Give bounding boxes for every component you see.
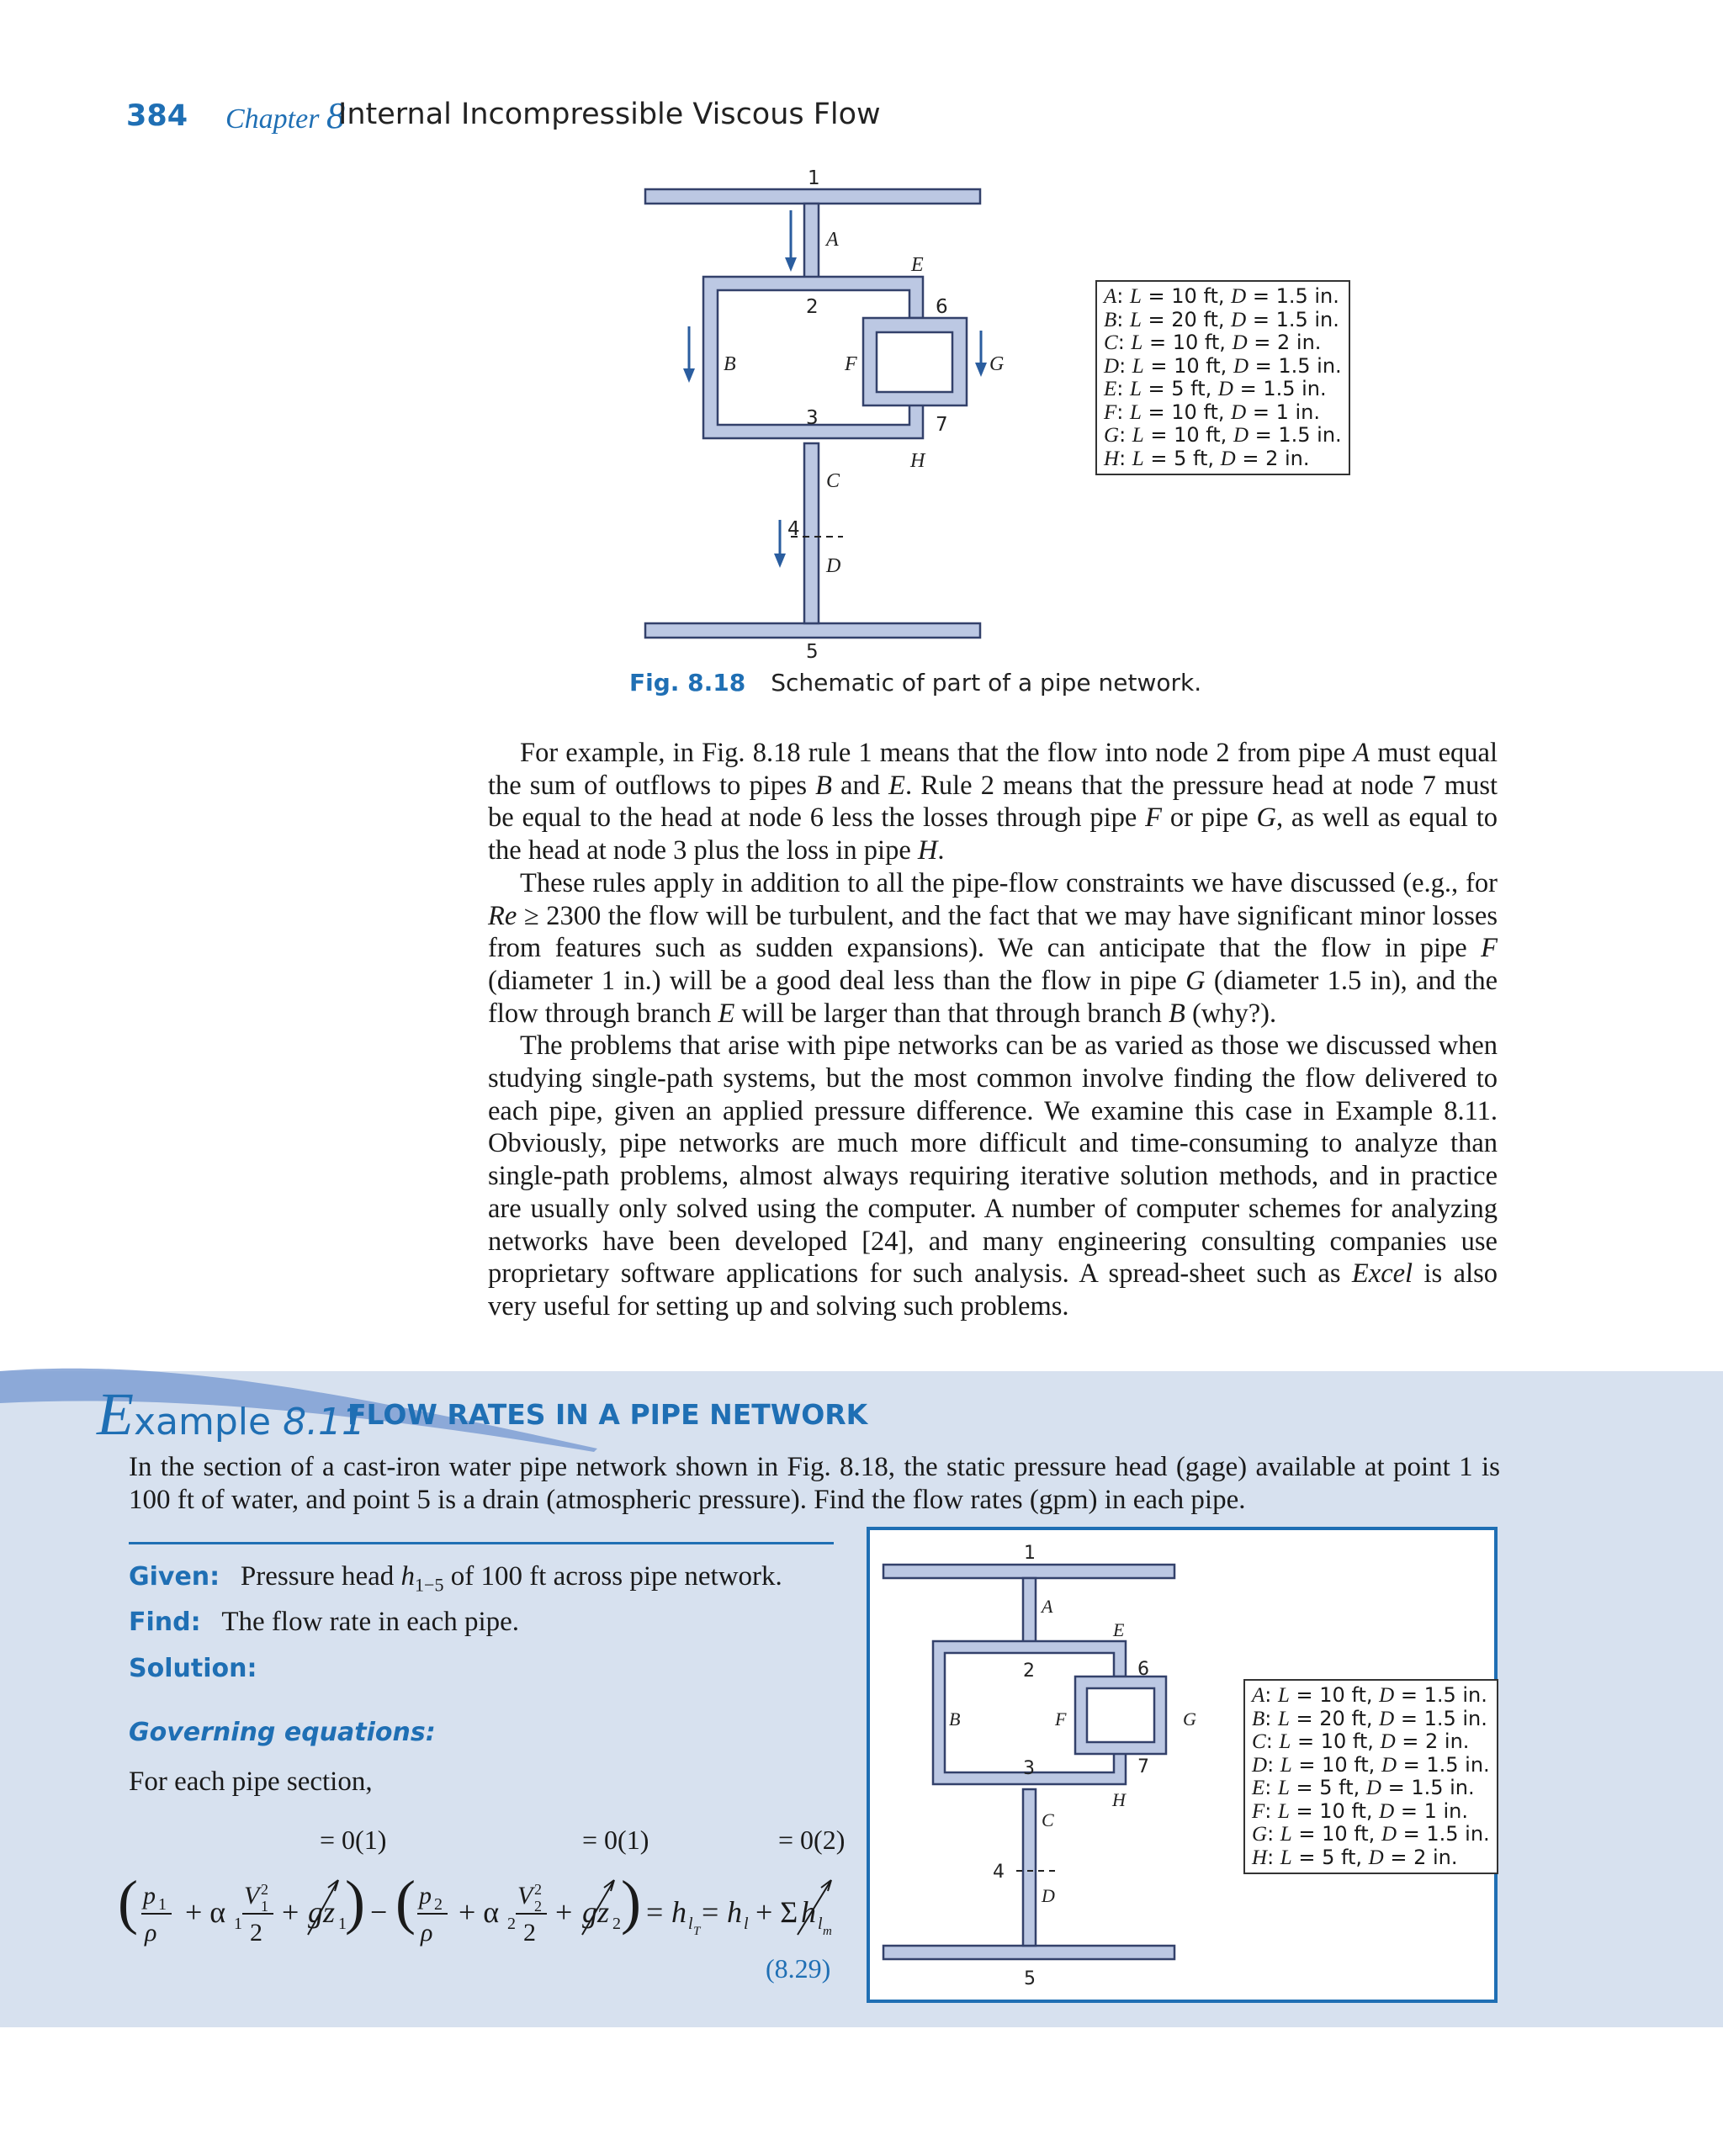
svg-text:l: l: [818, 1915, 823, 1933]
node-6: 6: [1137, 1659, 1149, 1680]
eq-over-2: = 0(1): [582, 1825, 649, 1855]
svg-text:gz: gz: [582, 1895, 610, 1929]
main-pipe-bottom: [645, 623, 980, 638]
svg-text:gz: gz: [308, 1895, 336, 1929]
svg-text:ρ: ρ: [421, 1919, 433, 1947]
flow-arrow-D-head: [774, 554, 786, 568]
svg-text:p: p: [419, 1882, 432, 1910]
svg-text:h: h: [671, 1895, 687, 1929]
chapter-label: [225, 94, 345, 137]
flow-arrow-G-head: [975, 363, 987, 377]
example-heading: [97, 1380, 365, 1449]
pipe-network-figure-small: [875, 1535, 1245, 1998]
main-pipe-top: [645, 189, 980, 204]
node-6: 6: [936, 296, 948, 318]
pipe-legend-small: [1243, 1679, 1498, 1874]
svg-text:+: +: [555, 1895, 573, 1929]
main-pipe-top: [883, 1565, 1174, 1578]
example-word: xample: [133, 1401, 272, 1444]
paragraph: These rules apply in addition to all the pipe-flow constraints we have discussed (e.g., for Re ≥ 2300 the flow will be turbulent, and the fact that we may have significant minor losses from features such as sudden expansions). We can anticipate that the flow in pipe F (diameter 1 in.) will be a good deal less than the flow in pipe G (diameter 1.5 in), and the flow through branch E will be larger than that through branch B (why?).: [488, 867, 1498, 1029]
label-C: C: [826, 470, 840, 492]
label-D: D: [826, 555, 841, 577]
legend-row: D: L = 10 ft, D = 1.5 in.: [1252, 1752, 1490, 1777]
legend-row: B: L = 20 ft, D = 1.5 in.: [1104, 307, 1339, 331]
svg-text:m: m: [823, 1925, 832, 1938]
label-D: D: [1042, 1885, 1055, 1906]
label-B: B: [724, 353, 736, 375]
node-1: 1: [808, 167, 820, 189]
pipe-CD: [804, 443, 819, 623]
legend-row: C: L = 10 ft, D = 2 in.: [1104, 331, 1322, 354]
svg-text:+ α: + α: [459, 1895, 500, 1929]
label-F: F: [1055, 1708, 1067, 1730]
legend-row: B: L = 20 ft, D = 1.5 in.: [1252, 1706, 1487, 1730]
svg-text:h: h: [727, 1895, 742, 1929]
svg-text:l: l: [688, 1915, 693, 1933]
svg-text:2: 2: [261, 1881, 268, 1898]
node-2: 2: [1023, 1661, 1035, 1682]
flow-arrow-B-head: [683, 368, 695, 383]
node-4: 4: [787, 518, 800, 540]
node-2: 2: [806, 296, 819, 318]
svg-text:2: 2: [534, 1881, 542, 1898]
svg-text:2: 2: [534, 1898, 542, 1915]
legend-row: H: L = 5 ft, D = 2 in.: [1252, 1845, 1458, 1869]
figure-caption-text: Schematic of part of a pipe network.: [771, 669, 1202, 697]
pipe-A: [804, 204, 819, 282]
svg-text:2: 2: [250, 1919, 262, 1947]
eq-over-3: = 0(2): [778, 1825, 846, 1855]
example-number: 8.11: [283, 1401, 366, 1444]
svg-text:T: T: [693, 1925, 701, 1938]
svg-text:2: 2: [612, 1915, 621, 1933]
legend-row: F: L = 10 ft, D = 1 in.: [1252, 1798, 1468, 1823]
loop-F-G: [863, 318, 967, 405]
node-4: 4: [993, 1862, 1005, 1883]
loop-F-G: [1075, 1677, 1166, 1754]
chapter-title: Internal Incompressible Viscous Flow: [338, 98, 881, 131]
node-7: 7: [1137, 1756, 1149, 1777]
svg-text:(: (: [395, 1868, 416, 1936]
energy-equation: [118, 1817, 875, 1956]
example-title: FLOW RATES IN A PIPE NETWORK: [347, 1398, 868, 1431]
label-A: A: [826, 229, 839, 251]
svg-text:1: 1: [261, 1898, 268, 1915]
flow-arrow-A-head: [785, 257, 797, 272]
node-7: 7: [936, 414, 948, 436]
legend-row: F: L = 10 ft, D = 1 in.: [1104, 400, 1320, 424]
legend-row: G: L = 10 ft, D = 1.5 in.: [1104, 423, 1342, 447]
figure-label: Fig. 8.18: [629, 669, 746, 697]
pipe-legend: [1095, 280, 1350, 475]
svg-text:h: h: [801, 1895, 816, 1929]
svg-text:1: 1: [158, 1895, 167, 1914]
svg-text:): ): [345, 1868, 365, 1936]
equation-number: (8.29): [766, 1953, 831, 1984]
legend-row: D: L = 10 ft, D = 1.5 in.: [1104, 353, 1342, 378]
svg-text:2: 2: [523, 1919, 536, 1947]
svg-text:+ α: + α: [185, 1895, 226, 1929]
pipe-A: [1023, 1578, 1036, 1645]
figure-caption: [629, 669, 1201, 697]
label-A: A: [1042, 1596, 1053, 1617]
svg-text:−: −: [370, 1895, 388, 1929]
paragraph: For example, in Fig. 8.18 rule 1 means that the flow into node 2 from pipe A must equal the sum of outflows to pipes B and E. Rule 2 means that the pressure head at node 7 must be equal to the head at node 6 less the losses through pipe F or pipe G, as well as equal to the head at node 3 plus the loss in pipe H.: [488, 738, 1498, 866]
label-E: E: [1113, 1619, 1125, 1640]
pipe-CD: [1023, 1789, 1036, 1946]
svg-text:=: =: [646, 1895, 664, 1929]
svg-text:2: 2: [507, 1915, 516, 1933]
label-C: C: [1042, 1809, 1054, 1830]
svg-text:V: V: [244, 1882, 260, 1910]
paragraph: The problems that arise with pipe networks can be as varied as those we discussed when studying single-path systems, but the most common involve finding the flow delivered to each pipe, given an applied pressure difference. We examine this case in Example 8.11. Obviously, pipe networks are much more difficult and time-consuming to analyze than single-path problems, almost always requiring iterative solution methods, and in practice are usually only solved using the computer. A number of computer schemes for analyzing networks have been developed [24], and many engineering consulting companies use proprietary software applications for such analysis. A spread-sheet such as Excel is also very useful for setting up and solving such problems.: [488, 1030, 1498, 1322]
svg-text:ρ: ρ: [145, 1919, 157, 1947]
chapter-word: Chapter: [225, 103, 320, 135]
find-line: Find: The flow rate in each pipe.: [129, 1607, 520, 1637]
svg-text:+: +: [282, 1895, 300, 1929]
legend-row: A: L = 10 ft, D = 1.5 in.: [1104, 284, 1339, 308]
svg-text:(: (: [118, 1868, 138, 1936]
svg-text:1: 1: [234, 1915, 242, 1933]
eq-over-1: = 0(1): [320, 1825, 387, 1855]
legend-row: E: L = 5 ft, D = 1.5 in.: [1104, 377, 1327, 400]
legend-row: E: L = 5 ft, D = 1.5 in.: [1252, 1776, 1475, 1799]
svg-text:l: l: [744, 1915, 749, 1933]
given-label: Given:: [129, 1562, 220, 1592]
page-number: 384: [126, 99, 188, 133]
svg-text:2: 2: [434, 1895, 443, 1914]
legend-row: H: L = 5 ft, D = 2 in.: [1104, 446, 1310, 470]
legend-row: C: L = 10 ft, D = 2 in.: [1252, 1730, 1470, 1753]
node-1: 1: [1024, 1543, 1036, 1564]
solution-label: Solution:: [129, 1654, 257, 1683]
svg-text:+ Σ: + Σ: [755, 1895, 798, 1929]
svg-text:=: =: [702, 1895, 719, 1929]
example-statement: In the section of a cast-iron water pipe network shown in Fig. 8.18, the static pressure head (gage) available at point 1 is 100 ft of water, and point 5 is a drain (atmospheric pressure). Find the flow rates (gpm) in each pipe.: [129, 1452, 1500, 1515]
label-G: G: [1183, 1708, 1196, 1730]
svg-text:1: 1: [338, 1915, 347, 1933]
legend-row: A: L = 10 ft, D = 1.5 in.: [1252, 1683, 1487, 1707]
governing-equations-label: Governing equations:: [129, 1718, 436, 1747]
label-F: F: [845, 353, 857, 375]
label-E: E: [911, 254, 924, 276]
chapter-number: 8: [326, 95, 345, 136]
given-line: Given: Pressure head $h_{1-5}$ of 100 ft across pipe network.: [129, 1561, 782, 1596]
label-G: G: [989, 353, 1005, 375]
node-3: 3: [1023, 1758, 1035, 1779]
find-label: Find:: [129, 1608, 201, 1637]
node-5: 5: [1024, 1968, 1036, 1989]
main-pipe-bottom: [883, 1946, 1174, 1959]
node-3: 3: [806, 407, 819, 429]
label-H: H: [910, 450, 925, 472]
svg-text:): ): [621, 1868, 641, 1936]
for-each-text: For each pipe section,: [129, 1767, 373, 1797]
svg-text:V: V: [517, 1882, 533, 1910]
body-text: [488, 737, 1498, 1323]
node-5: 5: [806, 641, 819, 663]
label-B: B: [949, 1708, 961, 1730]
svg-text:p: p: [143, 1882, 156, 1910]
example-initial: E: [97, 1380, 134, 1448]
divider: [129, 1542, 834, 1544]
legend-row: G: L = 10 ft, D = 1.5 in.: [1252, 1822, 1490, 1846]
label-H: H: [1112, 1789, 1126, 1810]
